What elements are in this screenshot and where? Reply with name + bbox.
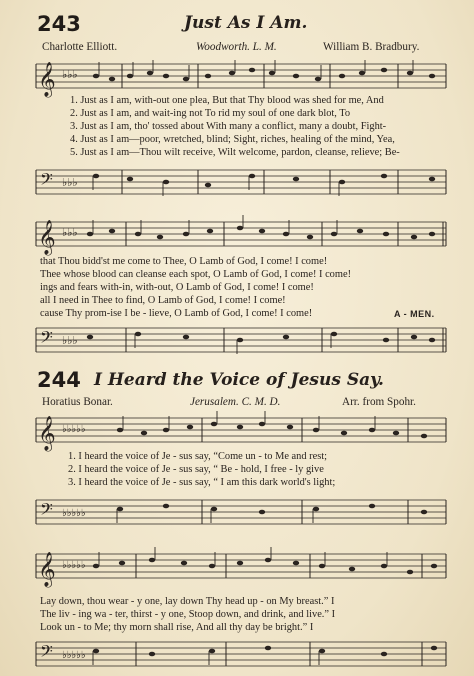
flat-icon: ♭♭♭♭♭ <box>62 650 86 661</box>
music-staff <box>0 412 474 452</box>
hymn-composer: William B. Bradbury. <box>323 41 420 53</box>
bass-clef-icon: 𝄢 <box>40 499 53 523</box>
flat-icon: ♭♭♭ <box>62 176 78 189</box>
notes <box>93 646 437 665</box>
verse-line: all I need in Thee to find, O Lamb of God, I come! I come! <box>40 295 286 306</box>
flat-icon: ♭♭♭ <box>62 334 78 347</box>
bass-clef-icon: 𝄢 <box>40 641 53 665</box>
hymn-title: Just As I Am. <box>184 13 308 33</box>
flat-icon: ♭♭♭ <box>62 226 78 239</box>
flat-icon: ♭♭♭ <box>62 68 78 81</box>
verse-line: 1. I heard the voice of Je - sus say, “Come un - to Me and rest; <box>68 451 328 462</box>
verse-line: 3. Just as I am, tho' tossed about With many a conflict, many a doubt, Fight- <box>70 121 387 132</box>
verse-line: The liv - ing wa - ter, thirst - y one, Stoop down, and drink, and live.” I <box>40 609 336 620</box>
verse-line: 3. I heard the voice of Je - sus say, “ I am this dark world's light; <box>68 477 336 488</box>
hymn-number: 243 <box>37 12 81 36</box>
hymn-composer: Arr. from Spohr. <box>342 396 416 408</box>
verse-line: 1. Just as I am, with-out one plea, But that Thy blood was shed for me, And <box>70 95 384 106</box>
hymn-tune: Woodworth. L. M. <box>196 41 277 53</box>
hymn-author: Horatius Bonar. <box>42 396 113 408</box>
hymn-author: Charlotte Elliott. <box>42 41 118 53</box>
music-staff <box>0 548 474 588</box>
verse-line: 2. Just as I am, and wait-ing not To rid my soul of one dark blot, To <box>70 108 351 119</box>
treble-clef-icon: 𝄞 <box>38 416 56 451</box>
treble-clef-icon: 𝄞 <box>38 552 56 587</box>
music-staff <box>0 216 474 256</box>
notes <box>87 215 435 239</box>
music-staff <box>0 58 474 98</box>
flat-icon: ♭♭♭♭♭ <box>62 508 86 519</box>
notes <box>93 547 437 574</box>
treble-clef-icon: 𝄞 <box>38 220 56 255</box>
music-staff <box>0 164 474 204</box>
hymn-number: 244 <box>37 368 81 392</box>
bass-clef-icon: 𝄢 <box>40 327 53 351</box>
verse-line: 4. Just as I am—poor, wretched, blind; Sight, riches, healing of the mind, Yea, <box>70 134 395 145</box>
hymn-tune: Jerusalem. C. M. D. <box>190 396 281 408</box>
notes <box>87 332 435 354</box>
treble-clef-icon: 𝄞 <box>38 62 56 97</box>
flat-icon: ♭♭♭♭♭ <box>62 560 86 571</box>
notes <box>117 411 427 438</box>
hymn-title: I Heard the Voice of Jesus Say. <box>94 370 384 390</box>
music-staff <box>0 322 474 362</box>
notes <box>117 504 427 523</box>
verse-line: Look un - to Me; thy morn shall rise, And all thy day be bright.” I <box>40 622 314 633</box>
bass-clef-icon: 𝄢 <box>40 169 53 193</box>
verse-line: ings and fears with-in, with-out, O Lamb of God, I come! I come! <box>40 282 314 293</box>
verse-line: 2. I heard the voice of Je - sus say, “ Be - hold, I free - ly give <box>68 464 324 475</box>
music-staff <box>0 636 474 676</box>
verse-line: that Thou bidd'st me come to Thee, O Lamb of God, I come! I come! <box>40 256 328 267</box>
flat-icon: ♭♭♭♭♭ <box>62 424 86 435</box>
verse-line: Lay down, thou wear - y one, lay down Thy head up - on My breast.” I <box>40 596 335 607</box>
verse-line: 5. Just as I am—Thou wilt receive, Wilt welcome, pardon, cleanse, relieve; Be- <box>70 147 400 158</box>
amen-text: A - MEN. <box>394 309 435 319</box>
verse-line: Thee whose blood can cleanse each spot, O Lamb of God, I come! I come! <box>40 269 352 280</box>
music-staff <box>0 494 474 534</box>
verse-line: cause Thy prom-ise I be - lieve, O Lamb of God, I come! I come! <box>40 308 313 319</box>
